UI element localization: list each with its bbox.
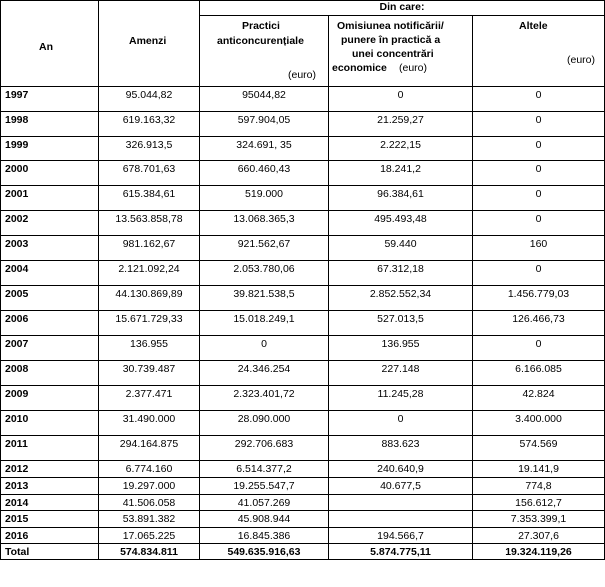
total-altele: 19.324.119,26 (473, 544, 605, 560)
header-omis-line4: economice (332, 62, 387, 74)
table-row (1, 112, 605, 137)
header-omis-line1: Omisiunea notificării/ (337, 20, 444, 32)
omisiunea-cell: 11.245,28 (329, 386, 473, 411)
total-practici: 549.635.916,63 (200, 544, 329, 560)
table-row (1, 461, 605, 478)
amenzi-cell: 41.506.058 (99, 495, 200, 511)
practici-cell: 660.460,43 (200, 161, 329, 186)
practici-cell: 95044,82 (200, 87, 329, 112)
table-row (1, 511, 605, 528)
practici-cell: 28.090.000 (200, 411, 329, 436)
omisiunea-cell: 67.312,18 (329, 261, 473, 286)
omisiunea-cell: 240.640,9 (329, 461, 473, 478)
amenzi-cell: 31.490.000 (99, 411, 200, 436)
amenzi-cell: 15.671.729,33 (99, 311, 200, 336)
table-row (1, 87, 605, 112)
year-cell: 2008 (1, 361, 99, 386)
year-cell: 2001 (1, 186, 99, 211)
year-cell: 2005 (1, 286, 99, 311)
year-cell: 2004 (1, 261, 99, 286)
altele-cell: 0 (473, 112, 605, 137)
omisiunea-cell (329, 511, 473, 528)
table-row (1, 311, 605, 336)
practici-cell: 2.323.401,72 (200, 386, 329, 411)
table-row (1, 386, 605, 411)
table-row (1, 411, 605, 436)
amenzi-cell: 2.121.092,24 (99, 261, 200, 286)
practici-cell: 41.057.269 (200, 495, 329, 511)
year-cell: 1998 (1, 112, 99, 137)
table-row (1, 286, 605, 311)
table-row (1, 161, 605, 186)
total-row (1, 544, 605, 560)
altele-cell: 6.166.085 (473, 361, 605, 386)
altele-cell: 774,8 (473, 478, 605, 495)
practici-cell: 921.562,67 (200, 236, 329, 261)
header-practici-line1: Practici (242, 20, 280, 32)
omisiunea-cell: 96.384,61 (329, 186, 473, 211)
amenzi-cell: 326.913,5 (99, 137, 200, 161)
altele-cell: 0 (473, 87, 605, 112)
altele-cell: 574.569 (473, 436, 605, 461)
omisiunea-cell: 227.148 (329, 361, 473, 386)
practici-cell: 6.514.377,2 (200, 461, 329, 478)
year-cell: 2015 (1, 511, 99, 528)
altele-cell: 0 (473, 211, 605, 236)
practici-cell: 15.018.249,1 (200, 311, 329, 336)
header-an-label: An (39, 41, 53, 53)
altele-cell: 1.456.779,03 (473, 286, 605, 311)
omisiunea-cell (329, 495, 473, 511)
altele-cell: 0 (473, 161, 605, 186)
practici-cell: 19.255.547,7 (200, 478, 329, 495)
year-cell: 2000 (1, 161, 99, 186)
altele-cell: 160 (473, 236, 605, 261)
amenzi-cell: 44.130.869,89 (99, 286, 200, 311)
header-omis-unit: (euro) (399, 62, 428, 74)
omisiunea-cell: 194.566,7 (329, 528, 473, 544)
year-cell: 1997 (1, 87, 99, 112)
table-row (1, 361, 605, 386)
table-row (1, 336, 605, 361)
practici-cell: 24.346.254 (200, 361, 329, 386)
year-cell: 2003 (1, 236, 99, 261)
practici-cell: 0 (200, 336, 329, 361)
amenzi-cell: 619.163,32 (99, 112, 200, 137)
altele-cell: 0 (473, 137, 605, 161)
total-amenzi: 574.834.811 (99, 544, 200, 560)
amenzi-cell: 2.377.471 (99, 386, 200, 411)
amenzi-cell: 53.891.382 (99, 511, 200, 528)
header-omis-line2: punere în practică a (341, 34, 441, 46)
practici-cell: 292.706.683 (200, 436, 329, 461)
amenzi-cell: 136.955 (99, 336, 200, 361)
header-an (1, 1, 99, 87)
table-row (1, 137, 605, 161)
omisiunea-cell: 495.493,48 (329, 211, 473, 236)
amenzi-cell: 30.739.487 (99, 361, 200, 386)
omisiunea-cell: 0 (329, 87, 473, 112)
amenzi-cell: 17.065.225 (99, 528, 200, 544)
altele-cell: 3.400.000 (473, 411, 605, 436)
header-omis-line3: unei concentrări (352, 48, 434, 60)
amenzi-cell: 615.384,61 (99, 186, 200, 211)
altele-cell: 126.466,73 (473, 311, 605, 336)
altele-cell: 0 (473, 186, 605, 211)
year-cell: 2012 (1, 461, 99, 478)
header-omisiunea (329, 16, 473, 87)
header-altele-unit: (euro) (567, 54, 596, 66)
table-row (1, 236, 605, 261)
header-altele (473, 16, 605, 87)
header-din-care: Din care: (200, 1, 605, 16)
year-cell: 2009 (1, 386, 99, 411)
practici-cell: 2.053.780,06 (200, 261, 329, 286)
table-row (1, 528, 605, 544)
altele-cell: 19.141,9 (473, 461, 605, 478)
practici-cell: 39.821.538,5 (200, 286, 329, 311)
altele-cell: 42.824 (473, 386, 605, 411)
amenzi-cell: 6.774.160 (99, 461, 200, 478)
total-omisiunea: 5.874.775,11 (329, 544, 473, 560)
practici-cell: 324.691, 35 (200, 137, 329, 161)
year-cell: 2014 (1, 495, 99, 511)
year-cell: 2010 (1, 411, 99, 436)
amenzi-cell: 294.164.875 (99, 436, 200, 461)
omisiunea-cell: 2.222,15 (329, 137, 473, 161)
omisiunea-cell: 18.241,2 (329, 161, 473, 186)
omisiunea-cell: 0 (329, 411, 473, 436)
omisiunea-cell: 2.852.552,34 (329, 286, 473, 311)
table-row (1, 478, 605, 495)
header-practici-line2: anticoncurențiale (217, 35, 304, 47)
omisiunea-cell: 59.440 (329, 236, 473, 261)
table-row (1, 261, 605, 286)
practici-cell: 16.845.386 (200, 528, 329, 544)
amenzi-cell: 95.044,82 (99, 87, 200, 112)
year-cell: 2006 (1, 311, 99, 336)
year-cell: 2016 (1, 528, 99, 544)
altele-cell: 0 (473, 336, 605, 361)
amenzi-cell: 19.297.000 (99, 478, 200, 495)
table-row (1, 495, 605, 511)
practici-cell: 13.068.365,3 (200, 211, 329, 236)
amenzi-cell: 13.563.858,78 (99, 211, 200, 236)
omisiunea-cell: 21.259,27 (329, 112, 473, 137)
omisiunea-cell: 40.677,5 (329, 478, 473, 495)
header-altele-label: Altele (519, 20, 548, 32)
year-cell: 2007 (1, 336, 99, 361)
altele-cell: 7.353.399,1 (473, 511, 605, 528)
year-cell: 1999 (1, 137, 99, 161)
practici-cell: 597.904,05 (200, 112, 329, 137)
omisiunea-cell: 883.623 (329, 436, 473, 461)
omisiunea-cell: 527.013,5 (329, 311, 473, 336)
header-amenzi-label: Amenzi (129, 35, 167, 47)
year-cell: 2011 (1, 436, 99, 461)
omisiunea-cell: 136.955 (329, 336, 473, 361)
amenzi-cell: 981.162,67 (99, 236, 200, 261)
header-amenzi (99, 1, 200, 87)
year-cell: 2013 (1, 478, 99, 495)
altele-cell: 27.307,6 (473, 528, 605, 544)
table-row (1, 186, 605, 211)
practici-cell: 45.908.944 (200, 511, 329, 528)
altele-cell: 156.612,7 (473, 495, 605, 511)
total-label: Total (1, 544, 99, 560)
year-cell: 2002 (1, 211, 99, 236)
table-row (1, 211, 605, 236)
altele-cell: 0 (473, 261, 605, 286)
practici-cell: 519.000 (200, 186, 329, 211)
header-practici (200, 16, 329, 87)
header-practici-unit: (euro) (288, 69, 317, 81)
amenzi-cell: 678.701,63 (99, 161, 200, 186)
table-row (1, 436, 605, 461)
